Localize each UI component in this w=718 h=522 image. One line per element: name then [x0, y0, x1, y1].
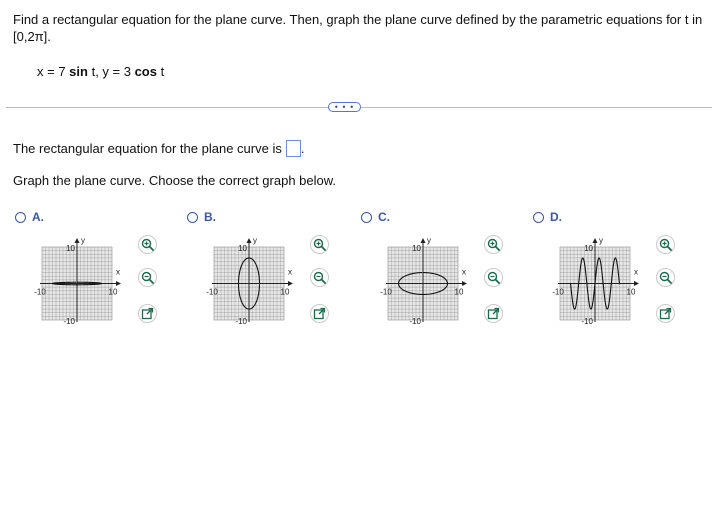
rect-equation-line [13, 140, 304, 157]
y-axis-arrow [593, 238, 598, 243]
rect-prompt: The rectangular equation for the plane curve is [13, 141, 282, 156]
y-tick-neg: -10 [63, 317, 75, 326]
parametric-equations [37, 64, 164, 79]
option-c-zoom-out-button[interactable] [484, 268, 503, 287]
option-d-choice[interactable] [533, 210, 562, 224]
option-a-zoom-in-button[interactable] [138, 235, 157, 254]
y-axis-arrow [247, 238, 252, 243]
open-window-icon [141, 307, 154, 320]
option-c-label: C. [378, 210, 390, 224]
y-tick-neg: -10 [581, 317, 593, 326]
y-tick-neg: -10 [235, 317, 247, 326]
x-axis-arrow [288, 281, 293, 286]
x-axis-label: x [634, 267, 638, 277]
x-tick-pos: 10 [108, 287, 118, 297]
zoom-in-icon [313, 238, 326, 251]
zoom-out-icon [313, 271, 326, 284]
option-b-radio[interactable] [187, 212, 198, 223]
y-axis-arrow [421, 238, 426, 243]
option-d-zoom-out-button[interactable] [656, 268, 675, 287]
eq-x-suffix: t, y = 3 [87, 64, 135, 79]
eq-x-func: sin [69, 64, 88, 79]
option-a-radio[interactable] [15, 212, 26, 223]
option-a-choice[interactable] [15, 210, 44, 224]
option-c-open-button[interactable] [484, 304, 503, 323]
x-axis-arrow [116, 281, 121, 286]
eq-x-prefix: x = 7 [37, 64, 70, 79]
y-axis-label: y [81, 236, 85, 245]
option-d-label: D. [550, 210, 562, 224]
open-window-icon [487, 307, 500, 320]
x-axis-label: x [462, 267, 466, 277]
answer-input[interactable] [286, 140, 301, 157]
x-axis-label: x [288, 267, 292, 277]
option-b-open-button[interactable] [310, 304, 329, 323]
x-tick-pos: 10 [454, 287, 464, 297]
x-tick-neg: -10 [552, 287, 564, 297]
option-b-zoom-in-button[interactable] [310, 235, 329, 254]
option-a-graph [15, 232, 130, 332]
x-axis-arrow [462, 281, 467, 286]
zoom-in-icon [659, 238, 672, 251]
x-tick-pos: 10 [626, 287, 636, 297]
x-axis-arrow [634, 281, 639, 286]
more-button[interactable]: • • • [328, 102, 361, 112]
x-tick-neg: -10 [380, 287, 392, 297]
open-window-icon [659, 307, 672, 320]
option-b-graph [187, 232, 302, 332]
x-tick-neg: -10 [34, 287, 46, 297]
option-a-label: A. [32, 210, 44, 224]
option-d-graph [533, 232, 648, 332]
eq-y-suffix: t [156, 64, 165, 79]
y-tick-neg: -10 [409, 317, 421, 326]
y-axis-label: y [253, 236, 257, 245]
y-axis-label: y [599, 236, 603, 245]
eq-y-func: cos [134, 64, 157, 79]
zoom-out-icon [487, 271, 500, 284]
option-a-zoom-out-button[interactable] [138, 268, 157, 287]
zoom-in-icon [487, 238, 500, 251]
question-text: Find a rectangular equation for the plane curve. Then, graph the plane curve defined by the parametric equations for t in [0,2π]. [13, 12, 703, 44]
y-tick-pos: 10 [412, 244, 421, 253]
rect-suffix: . [300, 141, 305, 156]
zoom-out-icon [141, 271, 154, 284]
zoom-in-icon [141, 238, 154, 251]
option-a-open-button[interactable] [138, 304, 157, 323]
x-tick-pos: 10 [280, 287, 290, 297]
option-b-zoom-out-button[interactable] [310, 268, 329, 287]
x-tick-neg: -10 [206, 287, 218, 297]
option-c-zoom-in-button[interactable] [484, 235, 503, 254]
option-c-choice[interactable] [361, 210, 390, 224]
y-tick-pos: 10 [66, 244, 75, 253]
x-axis-label: x [116, 267, 120, 277]
y-axis-label: y [427, 236, 431, 245]
zoom-out-icon [659, 271, 672, 284]
option-c-graph [361, 232, 476, 332]
option-d-zoom-in-button[interactable] [656, 235, 675, 254]
y-axis-arrow [75, 238, 80, 243]
open-window-icon [313, 307, 326, 320]
option-b-label: B. [204, 210, 216, 224]
option-d-radio[interactable] [533, 212, 544, 223]
option-d-open-button[interactable] [656, 304, 675, 323]
y-tick-pos: 10 [238, 244, 247, 253]
y-tick-pos: 10 [584, 244, 593, 253]
option-c-radio[interactable] [361, 212, 372, 223]
graph-prompt: Graph the plane curve. Choose the correct graph below. [13, 173, 337, 188]
option-b-choice[interactable] [187, 210, 216, 224]
